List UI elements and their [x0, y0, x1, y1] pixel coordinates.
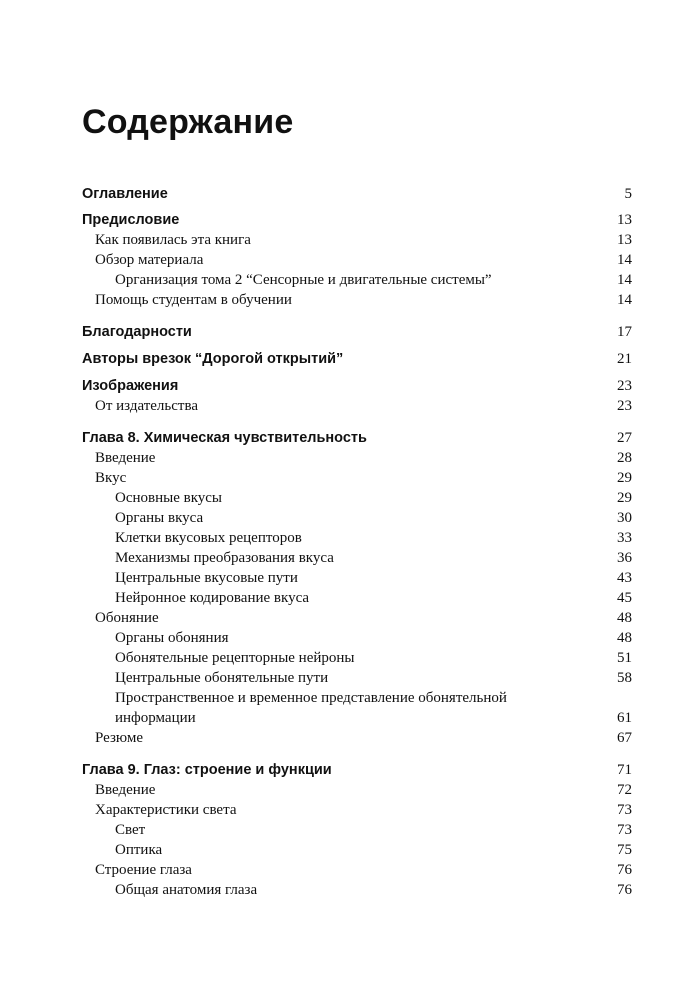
toc-entry-section — [82, 800, 632, 820]
toc-entry-subsection — [82, 688, 632, 728]
toc-entry-title: Оптика — [115, 842, 163, 858]
toc-entry-page: 23 — [617, 378, 632, 394]
toc-entry-page: 21 — [617, 351, 632, 367]
toc-entry-subsection — [82, 880, 632, 900]
toc-entry-section — [82, 250, 632, 270]
toc-entry-title: Введение — [95, 782, 156, 798]
toc-entry-subsection — [82, 488, 632, 508]
toc-entry-page: 75 — [617, 842, 632, 858]
toc-entry-section — [82, 608, 632, 628]
toc-entry-title: Помощь студентам в обучении — [95, 292, 292, 308]
toc-entry-page: 58 — [617, 670, 632, 686]
toc-entry-section — [82, 396, 632, 416]
toc-entry-subsection — [82, 270, 632, 290]
toc-entry-page: 13 — [617, 212, 632, 228]
toc-entry-title: Оглавление — [82, 186, 168, 202]
toc-entry-title: Основные вкусы — [115, 490, 223, 506]
toc-entry-page: 48 — [617, 630, 632, 646]
toc-entry-title: Клетки вкусовых рецепторов — [115, 530, 302, 546]
toc-entry-page: 17 — [617, 324, 632, 340]
toc-entry-title: Резюме — [95, 730, 144, 746]
toc-entry-subsection — [82, 548, 632, 568]
toc-entry-title: Пространственное и временное представление обонятельной информации — [115, 690, 507, 726]
toc-entry-page: 29 — [617, 470, 632, 486]
toc-entry-page: 14 — [617, 292, 632, 308]
toc-entry-title: Введение — [95, 450, 156, 466]
toc-entry-title: Обзор материала — [95, 252, 204, 268]
toc-entry-title: Механизмы преобразования вкуса — [115, 550, 334, 566]
toc-entry-chapter — [82, 376, 632, 396]
toc-entry-title: Глава 9. Глаз: строение и функции — [82, 762, 332, 778]
toc-entry-title: Общая анатомия глаза — [115, 882, 258, 898]
toc-entry-page: 13 — [617, 232, 632, 248]
toc-entry-page: 73 — [617, 802, 632, 818]
toc-entry-page: 27 — [617, 430, 632, 446]
toc-entry-page: 72 — [617, 782, 632, 798]
toc-entry-title: Центральные вкусовые пути — [115, 570, 298, 586]
toc-entry-page: 36 — [617, 550, 632, 566]
toc-entry-title: Как появилась эта книга — [95, 232, 251, 248]
toc-entry-title: От издательства — [95, 398, 199, 414]
toc-entry-title: Организация тома 2 “Сенсорные и двигательные системы” — [115, 272, 492, 288]
toc-entry-section — [82, 290, 632, 310]
toc-entry-chapter — [82, 428, 632, 448]
toc-entry-title: Строение глаза — [95, 862, 192, 878]
toc-entry-page: 30 — [617, 510, 632, 526]
toc-entry-page: 29 — [617, 490, 632, 506]
toc-entry-title: Органы обоняния — [115, 630, 229, 646]
toc-entry-section — [82, 728, 632, 748]
toc-entry-page: 28 — [617, 450, 632, 466]
toc-entry-chapter — [82, 760, 632, 780]
toc-entry-subsection — [82, 628, 632, 648]
toc-entry-chapter — [82, 184, 632, 204]
toc-entry-section — [82, 468, 632, 488]
toc-entry-chapter — [82, 349, 632, 369]
toc-entry-section — [82, 860, 632, 880]
toc-entry-page: 14 — [617, 272, 632, 288]
toc-entry-page: 14 — [617, 252, 632, 268]
toc-entry-title: Нейронное кодирование вкуса — [115, 590, 310, 606]
toc-entry-page: 71 — [617, 762, 632, 778]
toc-entry-subsection — [82, 648, 632, 668]
toc-entry-title: Вкус — [95, 470, 127, 486]
toc-entry-page: 76 — [617, 882, 632, 898]
toc-entry-subsection — [82, 668, 632, 688]
toc-entry-page: 73 — [617, 822, 632, 838]
toc-entry-page: 43 — [617, 570, 632, 586]
toc-entry-subsection — [82, 820, 632, 840]
toc-entry-page: 67 — [617, 730, 632, 746]
toc-entry-title: Изображения — [82, 378, 179, 394]
toc-entry-subsection — [82, 508, 632, 528]
toc-entry-page: 76 — [617, 862, 632, 878]
toc-entry-chapter — [82, 210, 632, 230]
toc-entry-subsection — [82, 528, 632, 548]
table-of-contents — [82, 184, 632, 900]
toc-entry-page: 48 — [617, 610, 632, 626]
toc-entry-title: Обоняние — [95, 610, 159, 626]
toc-entry-subsection — [82, 588, 632, 608]
toc-entry-title: Обонятельные рецепторные нейроны — [115, 650, 355, 666]
toc-entry-page: 5 — [624, 186, 632, 202]
toc-entry-title: Предисловие — [82, 212, 180, 228]
toc-entry-section — [82, 230, 632, 250]
toc-entry-title: Глава 8. Химическая чувствительность — [82, 430, 367, 446]
toc-entry-section — [82, 780, 632, 800]
toc-entry-subsection — [82, 568, 632, 588]
toc-entry-title: Благодарности — [82, 324, 192, 340]
toc-entry-page: 45 — [617, 590, 632, 606]
page-title: Содержание — [82, 103, 294, 141]
toc-entry-page: 51 — [617, 650, 632, 666]
toc-entry-title: Центральные обонятельные пути — [115, 670, 329, 686]
toc-entry-section — [82, 448, 632, 468]
toc-entry-title: Органы вкуса — [115, 510, 204, 526]
toc-entry-chapter — [82, 322, 632, 342]
toc-entry-title: Авторы врезок “Дорогой открытий” — [82, 351, 344, 367]
toc-entry-page: 61 — [617, 710, 632, 726]
toc-entry-subsection — [82, 840, 632, 860]
toc-entry-title: Свет — [115, 822, 146, 838]
toc-entry-page: 33 — [617, 530, 632, 546]
toc-entry-page: 23 — [617, 398, 632, 414]
toc-entry-title: Характеристики света — [95, 802, 237, 818]
